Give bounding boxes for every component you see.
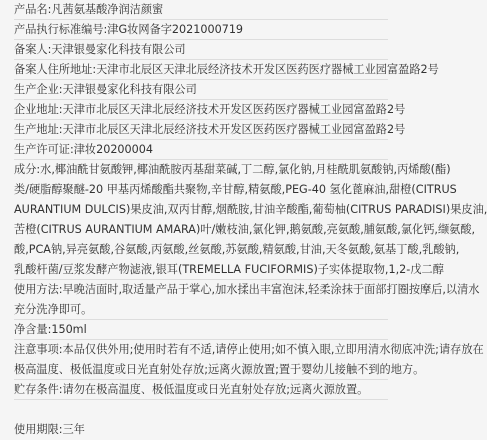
blank-line	[14, 400, 394, 420]
net-content-line: 净含量:150ml	[14, 320, 394, 340]
registrant-line: 备案人:天津银曼家化科技有限公司	[14, 40, 394, 60]
usage-line: 充分洗净即可。	[14, 300, 394, 320]
product-name-line: 产品名:凡茜氨基酸净润洁颜蜜	[14, 0, 394, 20]
ingredients-line: 类/硬脂醇聚醚-20 甲基丙烯酸酯共聚物,辛甘醇,精氨酸,PEG-40 氢化蓖麻油,甜橙(CITRUS	[14, 183, 457, 196]
precautions-line: 注意事项:本品仅供外用;使用时若有不适,请停止使用;如不慎入眼,立即用清水彻底冲洗;请存放在	[14, 343, 484, 356]
precautions-line: 极高温度、极低温度或日光直射处存放;远离火源放置;置于婴幼儿接触不到的地方。	[14, 360, 394, 380]
registrant-address-line: 备案人住所地址:天津市北辰区天津北辰经济技术开发区医药医疗器械工业园富盈路2号	[14, 60, 394, 80]
product-label-document	[14, 0, 487, 440]
production-address-line: 生产地址:天津市北辰区天津北辰经济技术开发区医药医疗器械工业园富盈路2号	[14, 120, 394, 140]
standard-number-line: 产品执行标准编号:津G妆网备字2021000719	[14, 20, 394, 40]
production-license-line: 生产许可证:津妆20200004	[14, 140, 394, 160]
ingredients-line: 酸,PCA钠,异亮氨酸,谷氨酸,丙氨酸,丝氨酸,苏氨酸,精氨酸,甘油,天冬氨酸,氨基丁酸,乳酸钠,	[14, 243, 460, 256]
ingredients-line: AURANTIUM DULCIS)果皮油,双丙甘醇,烟酰胺,甘油辛酸酯,葡萄柚(CITRUS PARADISI)果皮油,	[14, 203, 487, 216]
ingredients-line: 乳酸杆菌/豆浆发酵产物滤液,银耳(TREMELLA FUCIFORMIS)子实体提取物,1,2-戊二醇	[14, 260, 394, 280]
usage-line: 使用方法:早晚洁面时,取适量产品于掌心,加水揉出丰富泡沫,轻柔涂抹于面部打圈按摩后,以清水	[14, 283, 480, 296]
storage-line: 贮存条件:请勿在极高温度、极低温度或日光直射处存放;远离火源放置。	[14, 380, 394, 400]
ingredients-line: 成分:水,椰油酰甘氨酸钾,椰油酰胺丙基甜菜碱,丁二醇,氯化钠,月桂酰肌氨酸钠,丙烯酸(酯)	[14, 163, 451, 176]
shelf-life-line: 使用期限:三年	[14, 423, 85, 436]
manufacturer-line: 生产企业:天津银曼家化科技有限公司	[14, 80, 394, 100]
company-address-line: 企业地址:天津市北辰区天津北辰经济技术开发区医药医疗器械工业园富盈路2号	[14, 100, 394, 120]
ingredients-line: 苦橙(CITRUS AURANTIUM AMARA)叶/嫩枝油,氯化钾,鹅氨酸,亮氨酸,脯氨酸,氯化钙,缬氨酸,	[14, 223, 476, 236]
